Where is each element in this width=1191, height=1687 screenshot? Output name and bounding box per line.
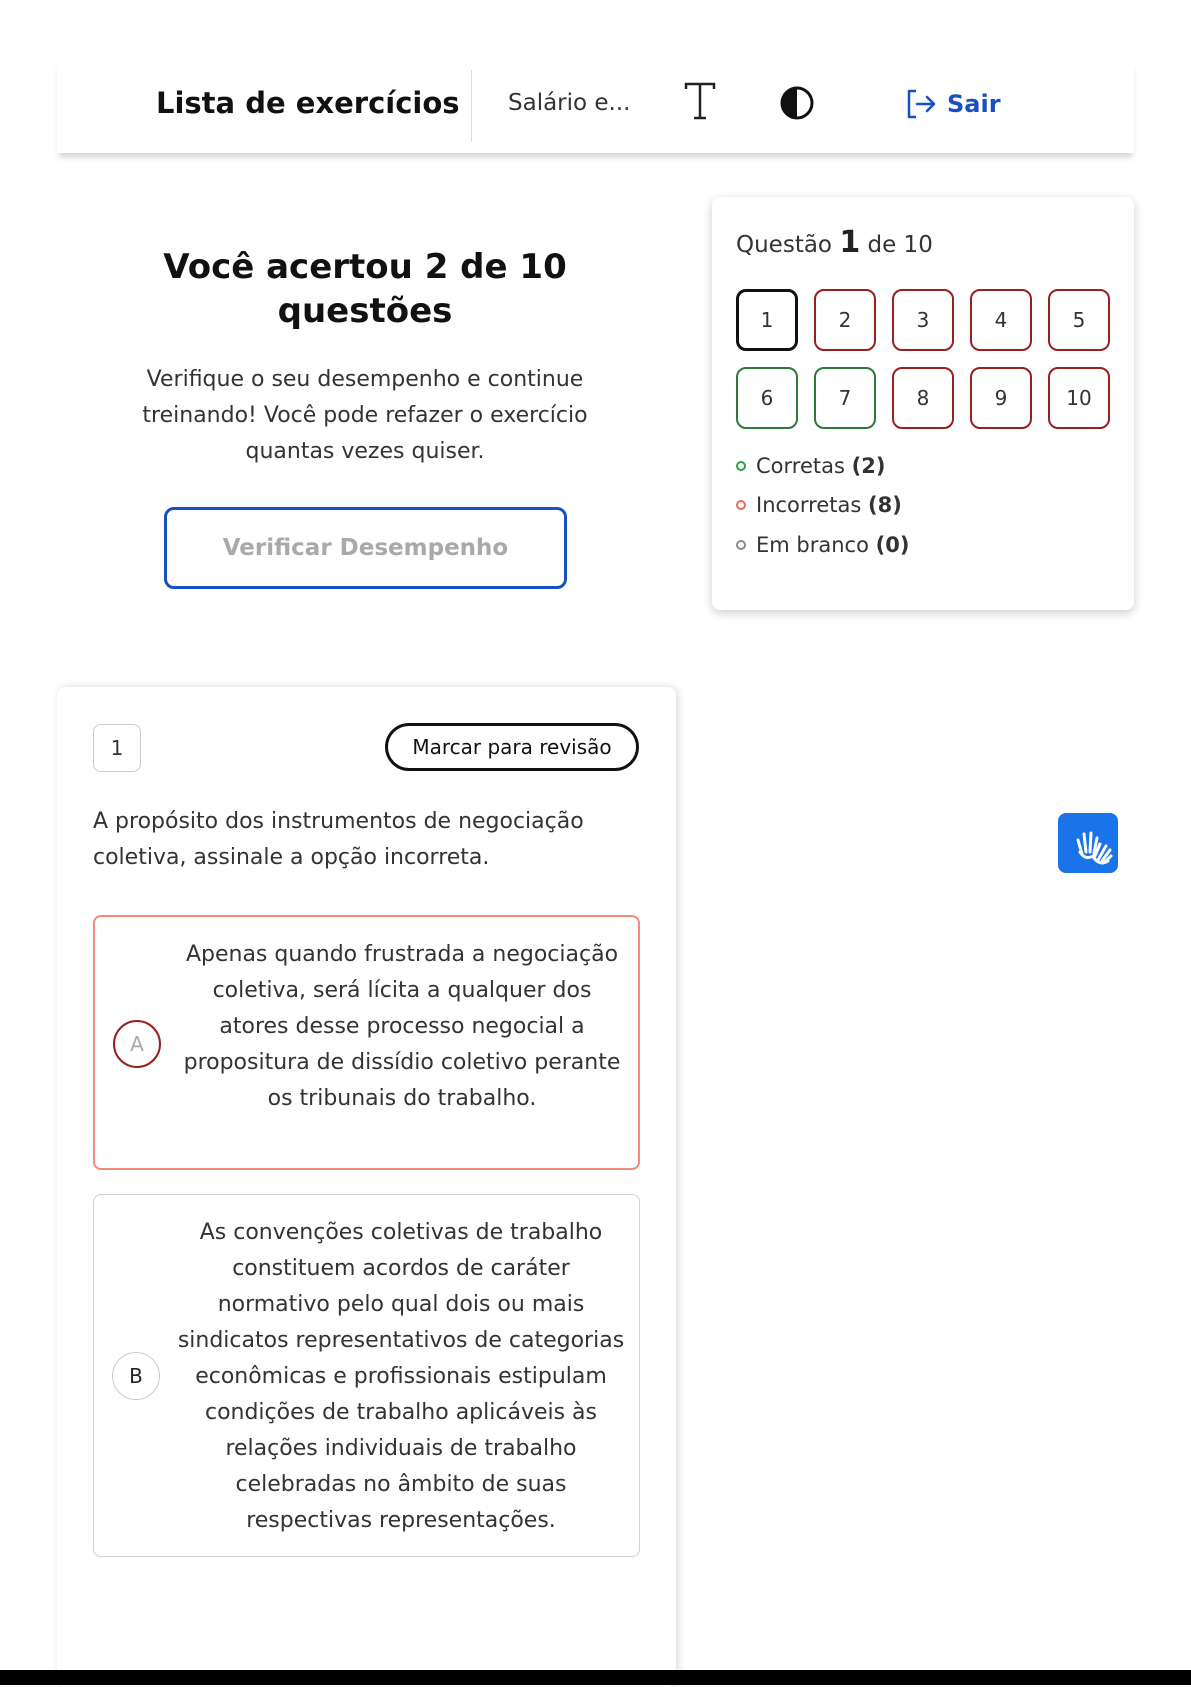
correct-dot-icon <box>736 461 746 471</box>
question-button-8[interactable]: 8 <box>892 367 954 429</box>
option-letter-b: B <box>112 1352 160 1400</box>
question-card <box>57 687 676 1687</box>
mark-for-review-button[interactable]: Marcar para revisão <box>385 723 639 771</box>
font-size-icon[interactable] <box>681 81 719 121</box>
subject-title[interactable]: Salário e... <box>508 90 631 116</box>
legend-incorrect <box>736 493 902 517</box>
question-button-5[interactable]: 5 <box>1048 289 1110 351</box>
legend-incorrect-label: Incorretas <box>756 493 862 517</box>
sign-language-button[interactable] <box>1058 813 1118 873</box>
question-button-2[interactable]: 2 <box>814 289 876 351</box>
sign-language-hands-icon <box>1064 814 1124 874</box>
question-counter-prefix: Questão <box>736 232 832 258</box>
result-description: Verifique o seu desempenho e continue treinando! Você pode refazer o exercício quantas vezes quiser. <box>142 367 588 464</box>
exit-icon <box>905 88 937 120</box>
option-text-a: Apenas quando frustrada a negociação coletiva, será lícita a qualquer dos atores desse processo negocial a propositura de dissídio coletivo perante os tribunais do trabalho. <box>183 942 621 1111</box>
option-b[interactable] <box>93 1194 640 1557</box>
contrast-icon[interactable] <box>779 85 815 121</box>
legend-correct <box>736 454 885 478</box>
option-letter-a: A <box>113 1020 161 1068</box>
exit-button[interactable] <box>905 84 1001 124</box>
question-button-6[interactable]: 6 <box>736 367 798 429</box>
question-counter-suffix: de 10 <box>867 232 933 258</box>
top-header <box>57 60 1134 153</box>
question-counter <box>736 225 933 260</box>
question-button-7[interactable]: 7 <box>814 367 876 429</box>
legend-incorrect-count: (8) <box>868 493 902 517</box>
legend-blank <box>736 533 909 557</box>
exit-label: Sair <box>947 90 1001 118</box>
question-navigator <box>712 197 1134 610</box>
legend-blank-label: Em branco <box>756 533 869 557</box>
question-stem: A propósito dos instrumentos de negociação coletiva, assinale a opção incorreta. <box>93 809 584 870</box>
header-divider <box>471 70 472 142</box>
option-a[interactable] <box>93 915 640 1170</box>
result-heading: Você acertou 2 de 10 questões <box>163 247 567 331</box>
result-summary <box>110 245 620 470</box>
question-button-4[interactable]: 4 <box>970 289 1032 351</box>
option-text-b: As convenções coletivas de trabalho constituem acordos de caráter normativo pelo qual dois ou mais sindicatos representativos de categorias econômicas e profissionais estipulam condições de trabalho aplicáveis às relações individuais de trabalho celebradas no âmbito de suas respectivas representações. <box>177 1220 625 1533</box>
bottom-bar <box>0 1670 1191 1685</box>
question-button-3[interactable]: 3 <box>892 289 954 351</box>
blank-dot-icon <box>736 540 746 550</box>
question-number-badge: 1 <box>93 724 141 772</box>
incorrect-dot-icon <box>736 500 746 510</box>
legend-blank-count: (0) <box>875 533 910 557</box>
legend-correct-label: Corretas <box>756 454 845 478</box>
legend-correct-count: (2) <box>851 454 886 478</box>
question-button-10[interactable]: 10 <box>1048 367 1110 429</box>
page-title: Lista de exercícios <box>156 86 460 120</box>
question-button-9[interactable]: 9 <box>970 367 1032 429</box>
question-counter-current: 1 <box>839 225 861 260</box>
verify-performance-button[interactable]: Verificar Desempenho <box>164 507 567 589</box>
question-button-1[interactable]: 1 <box>736 289 798 351</box>
